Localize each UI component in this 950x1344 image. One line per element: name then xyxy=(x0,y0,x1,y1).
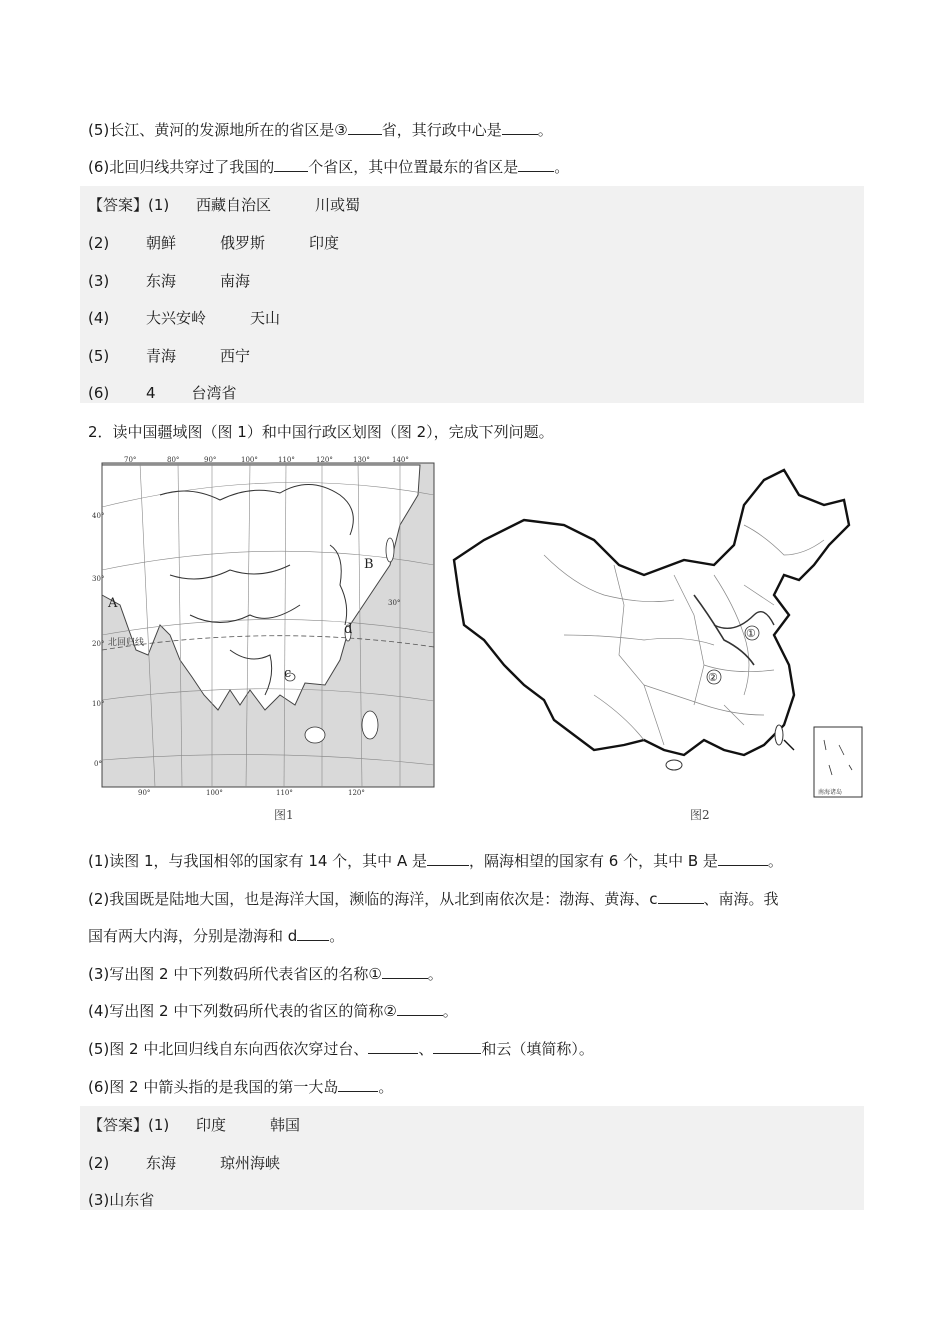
answer-value: 西藏自治区 xyxy=(196,196,272,214)
label-d: d xyxy=(344,622,353,637)
q2-item-2: (2)我国既是陆地大国，也是海洋大国，濒临的海洋，从北到南依次是：渤海、黄海、c 、南海。我 xyxy=(88,890,779,908)
answer-blank[interactable] xyxy=(518,157,554,172)
answer-value: 东海 xyxy=(146,272,177,290)
answer-value: 台湾省 xyxy=(191,384,237,402)
answer-value: 印度 xyxy=(196,1116,227,1134)
label-c: c xyxy=(284,666,292,681)
label-b: B xyxy=(364,557,374,572)
arrow-icon xyxy=(784,740,794,750)
answer-row-5: (5) 青海 西宁 xyxy=(88,347,251,365)
q2-item-5: (5)图 2 中北回归线自东向西依次穿过台、 、 和云（填简称）。 xyxy=(88,1040,594,1058)
figure-2-map xyxy=(444,465,872,805)
tick-label: 80° xyxy=(167,456,180,464)
figure-2-caption: 图2 xyxy=(690,808,710,822)
answer-value: 川或蜀 xyxy=(315,196,361,214)
answer-row-2: (2) 朝鲜 俄罗斯 印度 xyxy=(88,234,340,252)
tick-label: 0° xyxy=(94,760,102,768)
answer-row-6: (6) 4 台湾省 xyxy=(88,384,237,402)
answer-blank[interactable] xyxy=(718,851,768,866)
tick-label: 110° xyxy=(276,789,293,797)
label-a: A xyxy=(108,596,118,611)
label-1: ① xyxy=(746,627,756,640)
answer-tag: 【答案】 xyxy=(88,1116,149,1134)
q2-intro: 2．读中国疆域图（图 1）和中国行政区划图（图 2），完成下列问题。 xyxy=(88,423,554,441)
china-division-map xyxy=(444,465,872,805)
answer-row-2: (2) 东海 琼州海峡 xyxy=(88,1154,281,1172)
answer-blank[interactable] xyxy=(658,889,704,904)
tick-label: 130° xyxy=(353,456,370,464)
answer-tag: 【答案】 xyxy=(88,196,149,214)
q1-item-5-text: (5)长江、黄河的发源地所在的省区是③ xyxy=(88,121,348,139)
answer-row-1: 【答案】(1) 印度 韩国 xyxy=(88,1116,301,1134)
answer-blank[interactable] xyxy=(274,157,308,172)
answer-blank[interactable] xyxy=(338,1077,378,1092)
q1-item-6-mid: 个省区，其中位置最东的省区是 xyxy=(308,158,519,176)
answer-blank[interactable] xyxy=(502,120,538,135)
answer-value: 东海 xyxy=(146,1154,177,1172)
tick-label: 120° xyxy=(316,456,333,464)
tropic-label: 北回归线 xyxy=(108,638,145,648)
figure-1-map xyxy=(92,455,436,797)
china-territory-map xyxy=(92,455,436,797)
q1-item-5-mid: 省，其行政中心是 xyxy=(381,121,502,139)
figure-1-caption: 图1 xyxy=(274,808,294,822)
answer-value: 韩国 xyxy=(270,1116,301,1134)
tick-label: 20° xyxy=(92,640,105,648)
q2-item-4: (4)写出图 2 中下列数码所代表的省区的简称② 。 xyxy=(88,1002,458,1020)
answer-row-3: (3) 东海 南海 xyxy=(88,272,251,290)
answer-blank[interactable] xyxy=(397,1001,443,1016)
q1-item-6-text: (6)北回归线共穿过了我国的 xyxy=(88,158,275,176)
answer-blank[interactable] xyxy=(433,1039,481,1054)
answer-value: 琼州海峡 xyxy=(220,1154,281,1172)
answer-blank[interactable] xyxy=(427,851,469,866)
label-2: ② xyxy=(708,671,718,684)
lat-30-label: 30° xyxy=(388,599,401,607)
answer-blank[interactable] xyxy=(382,964,428,979)
answer-blank[interactable] xyxy=(348,120,382,135)
answer-value: 朝鲜 xyxy=(146,234,177,252)
tick-label: 100° xyxy=(241,456,258,464)
answer-value: 俄罗斯 xyxy=(220,234,266,252)
tick-label: 70° xyxy=(124,456,137,464)
tick-label: 110° xyxy=(278,456,295,464)
answer-value: 天山 xyxy=(250,309,281,327)
tick-label: 30° xyxy=(92,575,105,583)
tick-label: 120° xyxy=(348,789,365,797)
answer-value: 南海 xyxy=(220,272,251,290)
tick-label: 90° xyxy=(204,456,217,464)
q2-item-2-cont: 国有两大内海，分别是渤海和 d 。 xyxy=(88,927,345,945)
tick-label: 100° xyxy=(206,789,223,797)
q2-item-3: (3)写出图 2 中下列数码所代表省区的名称① 。 xyxy=(88,965,443,983)
answer-block-1 xyxy=(80,186,864,403)
tick-label: 10° xyxy=(92,700,105,708)
south-sea-inset xyxy=(814,727,862,797)
tick-label: 40° xyxy=(92,512,105,520)
answer-value: 4 xyxy=(146,384,156,402)
q2-item-1: (1)读图 1，与我国相邻的国家有 14 个，其中 A 是 ，隔海相望的国家有 6 个，其中 B 是 。 xyxy=(88,852,783,870)
tick-label: 140° xyxy=(392,456,409,464)
tick-label: 90° xyxy=(138,789,151,797)
answer-blank[interactable] xyxy=(368,1039,418,1054)
answer-value: 青海 xyxy=(146,347,177,365)
q1-item-6: (6)北回归线共穿过了我国的 个省区，其中位置最东的省区是 。 xyxy=(88,158,570,176)
inset-label: 南海诸岛 xyxy=(818,789,843,796)
answer-value: 印度 xyxy=(309,234,340,252)
answer-value: 大兴安岭 xyxy=(146,309,207,327)
answer-blank[interactable] xyxy=(297,926,329,941)
q2-item-6: (6)图 2 中箭头指的是我国的第一大岛 。 xyxy=(88,1078,394,1096)
answer-value: 西宁 xyxy=(220,347,251,365)
answer-block-2 xyxy=(80,1106,864,1210)
q1-item-5: (5)长江、黄河的发源地所在的省区是③ 省，其行政中心是 。 xyxy=(88,121,553,139)
answer-row-3: (3)山东省 xyxy=(88,1191,155,1209)
answer-row-4: (4) 大兴安岭 天山 xyxy=(88,309,281,327)
answer-row-1: 【答案】(1) 西藏自治区 川或蜀 xyxy=(88,196,361,214)
